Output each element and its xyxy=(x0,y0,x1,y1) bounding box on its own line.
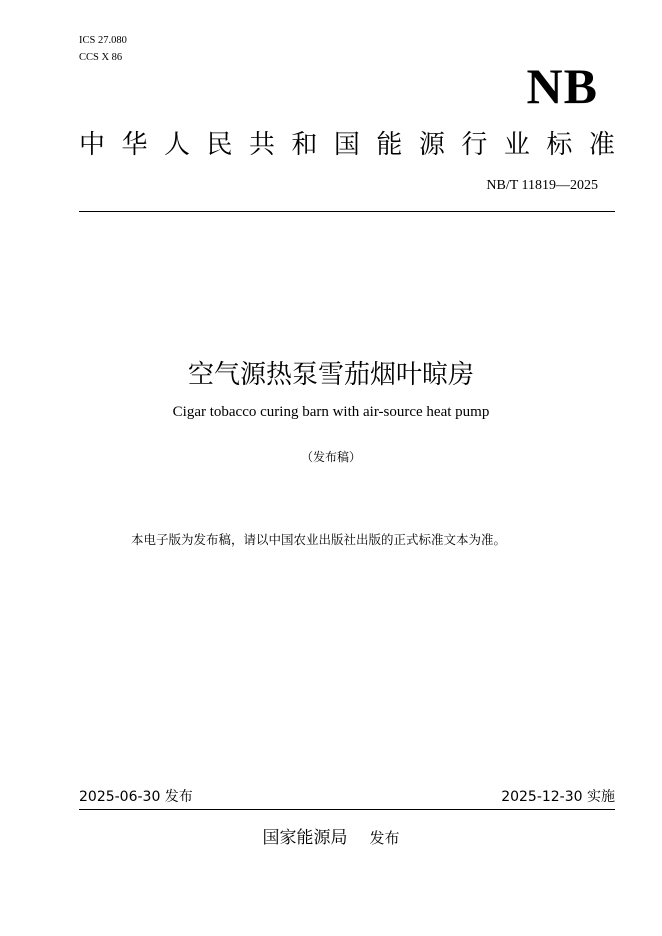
org-title-char: 人 xyxy=(163,130,190,160)
org-title-char: 标 xyxy=(546,130,573,160)
org-title-char: 准 xyxy=(588,130,615,160)
nb-logo: NB xyxy=(526,58,598,114)
org-title-char: 行 xyxy=(461,130,488,160)
issuer-line xyxy=(0,826,662,850)
org-title-char: 业 xyxy=(503,130,530,160)
draft-label: （发布稿） xyxy=(300,450,361,464)
edition-notice: 本电子版为发布稿，请以中国农业出版社出版的正式标准文本为准。 xyxy=(131,532,507,547)
org-title-char: 国 xyxy=(333,130,360,160)
org-title-char: 民 xyxy=(206,130,233,160)
org-title-char: 和 xyxy=(291,130,318,160)
standard-number: NB/T 11819—2025 xyxy=(486,178,598,193)
document-title-cn: 空气源热泵雪茄烟叶晾房 xyxy=(187,360,474,390)
ccs-code: CCS X 86 xyxy=(79,52,123,63)
issuer-name: 国家能源局 xyxy=(262,828,348,848)
org-title xyxy=(79,125,615,165)
ics-code: ICS 27.080 xyxy=(79,35,127,46)
issuer-action: 发布 xyxy=(369,829,400,847)
effective-date: 2025-12-30 实施 xyxy=(501,789,615,805)
org-title-char: 华 xyxy=(121,130,148,160)
org-title-char: 共 xyxy=(248,130,275,160)
header-divider xyxy=(79,211,615,212)
org-title-char: 源 xyxy=(418,130,445,160)
org-title-char: 中 xyxy=(79,130,106,160)
org-title-char: 能 xyxy=(376,130,403,160)
publish-date: 2025-06-30 发布 xyxy=(79,789,193,805)
footer-divider xyxy=(79,809,615,810)
document-title-en: Cigar tobacco curing barn with air-source heat pump xyxy=(172,404,490,420)
